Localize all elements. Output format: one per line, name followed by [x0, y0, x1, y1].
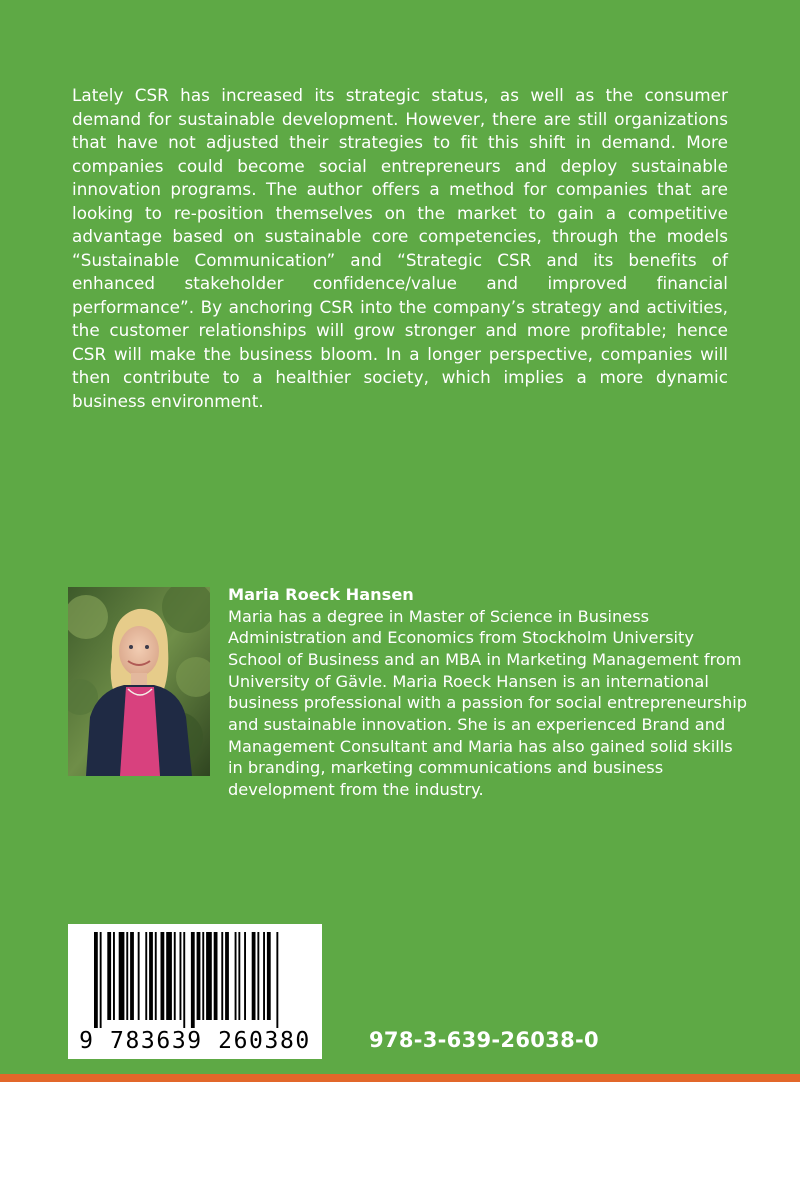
author-photo — [68, 587, 210, 776]
author-name: Maria Roeck Hansen — [228, 585, 414, 604]
book-blurb: Lately CSR has increased its strategic status, as well as the consumer demand for sustainable development. However, there are still organizations that have not adjusted their strategies to fit this shift in demand. More companies could become social entrepreneurs and deploy sustainable innovation programs. The author offers a method for companies that are looking to re-position themselves on the market to gain a competitive advantage based on sustainable core competencies, through the models “Sustainable Communication” and “Strategic CSR and its benefits of enhanced stakeholder confidence/value and improved financial performance”. By anchoring CSR into the company’s strategy and activities, the customer relationships will grow stronger and more profitable; hence CSR will make the business bloom. In a longer perspective, companies will then contribute to a healthier society, which implies a more dynamic business environment. — [72, 85, 728, 411]
lower-margin — [0, 1082, 800, 1200]
isbn-number: 978-3-639-26038-0 — [369, 1028, 599, 1052]
author-section — [228, 584, 748, 801]
barcode-digits: 9 783639 260380 — [79, 1028, 311, 1054]
isbn-barcode — [68, 924, 322, 1059]
barcode-bars — [68, 924, 322, 1028]
orange-stripe — [0, 1074, 800, 1082]
author-bio: Maria has a degree in Master of Science in Business Administration and Economics from Stockholm University School of Business and an MBA in Marketing Management from University of Gävle. Maria Roeck Hansen is an international business professional with a passion for social entrepreneurship and sustainable innovation. She is an experienced Brand and Management Consultant and Maria has also gained solid skills in branding, marketing communications and business development from the industry. — [228, 606, 748, 800]
